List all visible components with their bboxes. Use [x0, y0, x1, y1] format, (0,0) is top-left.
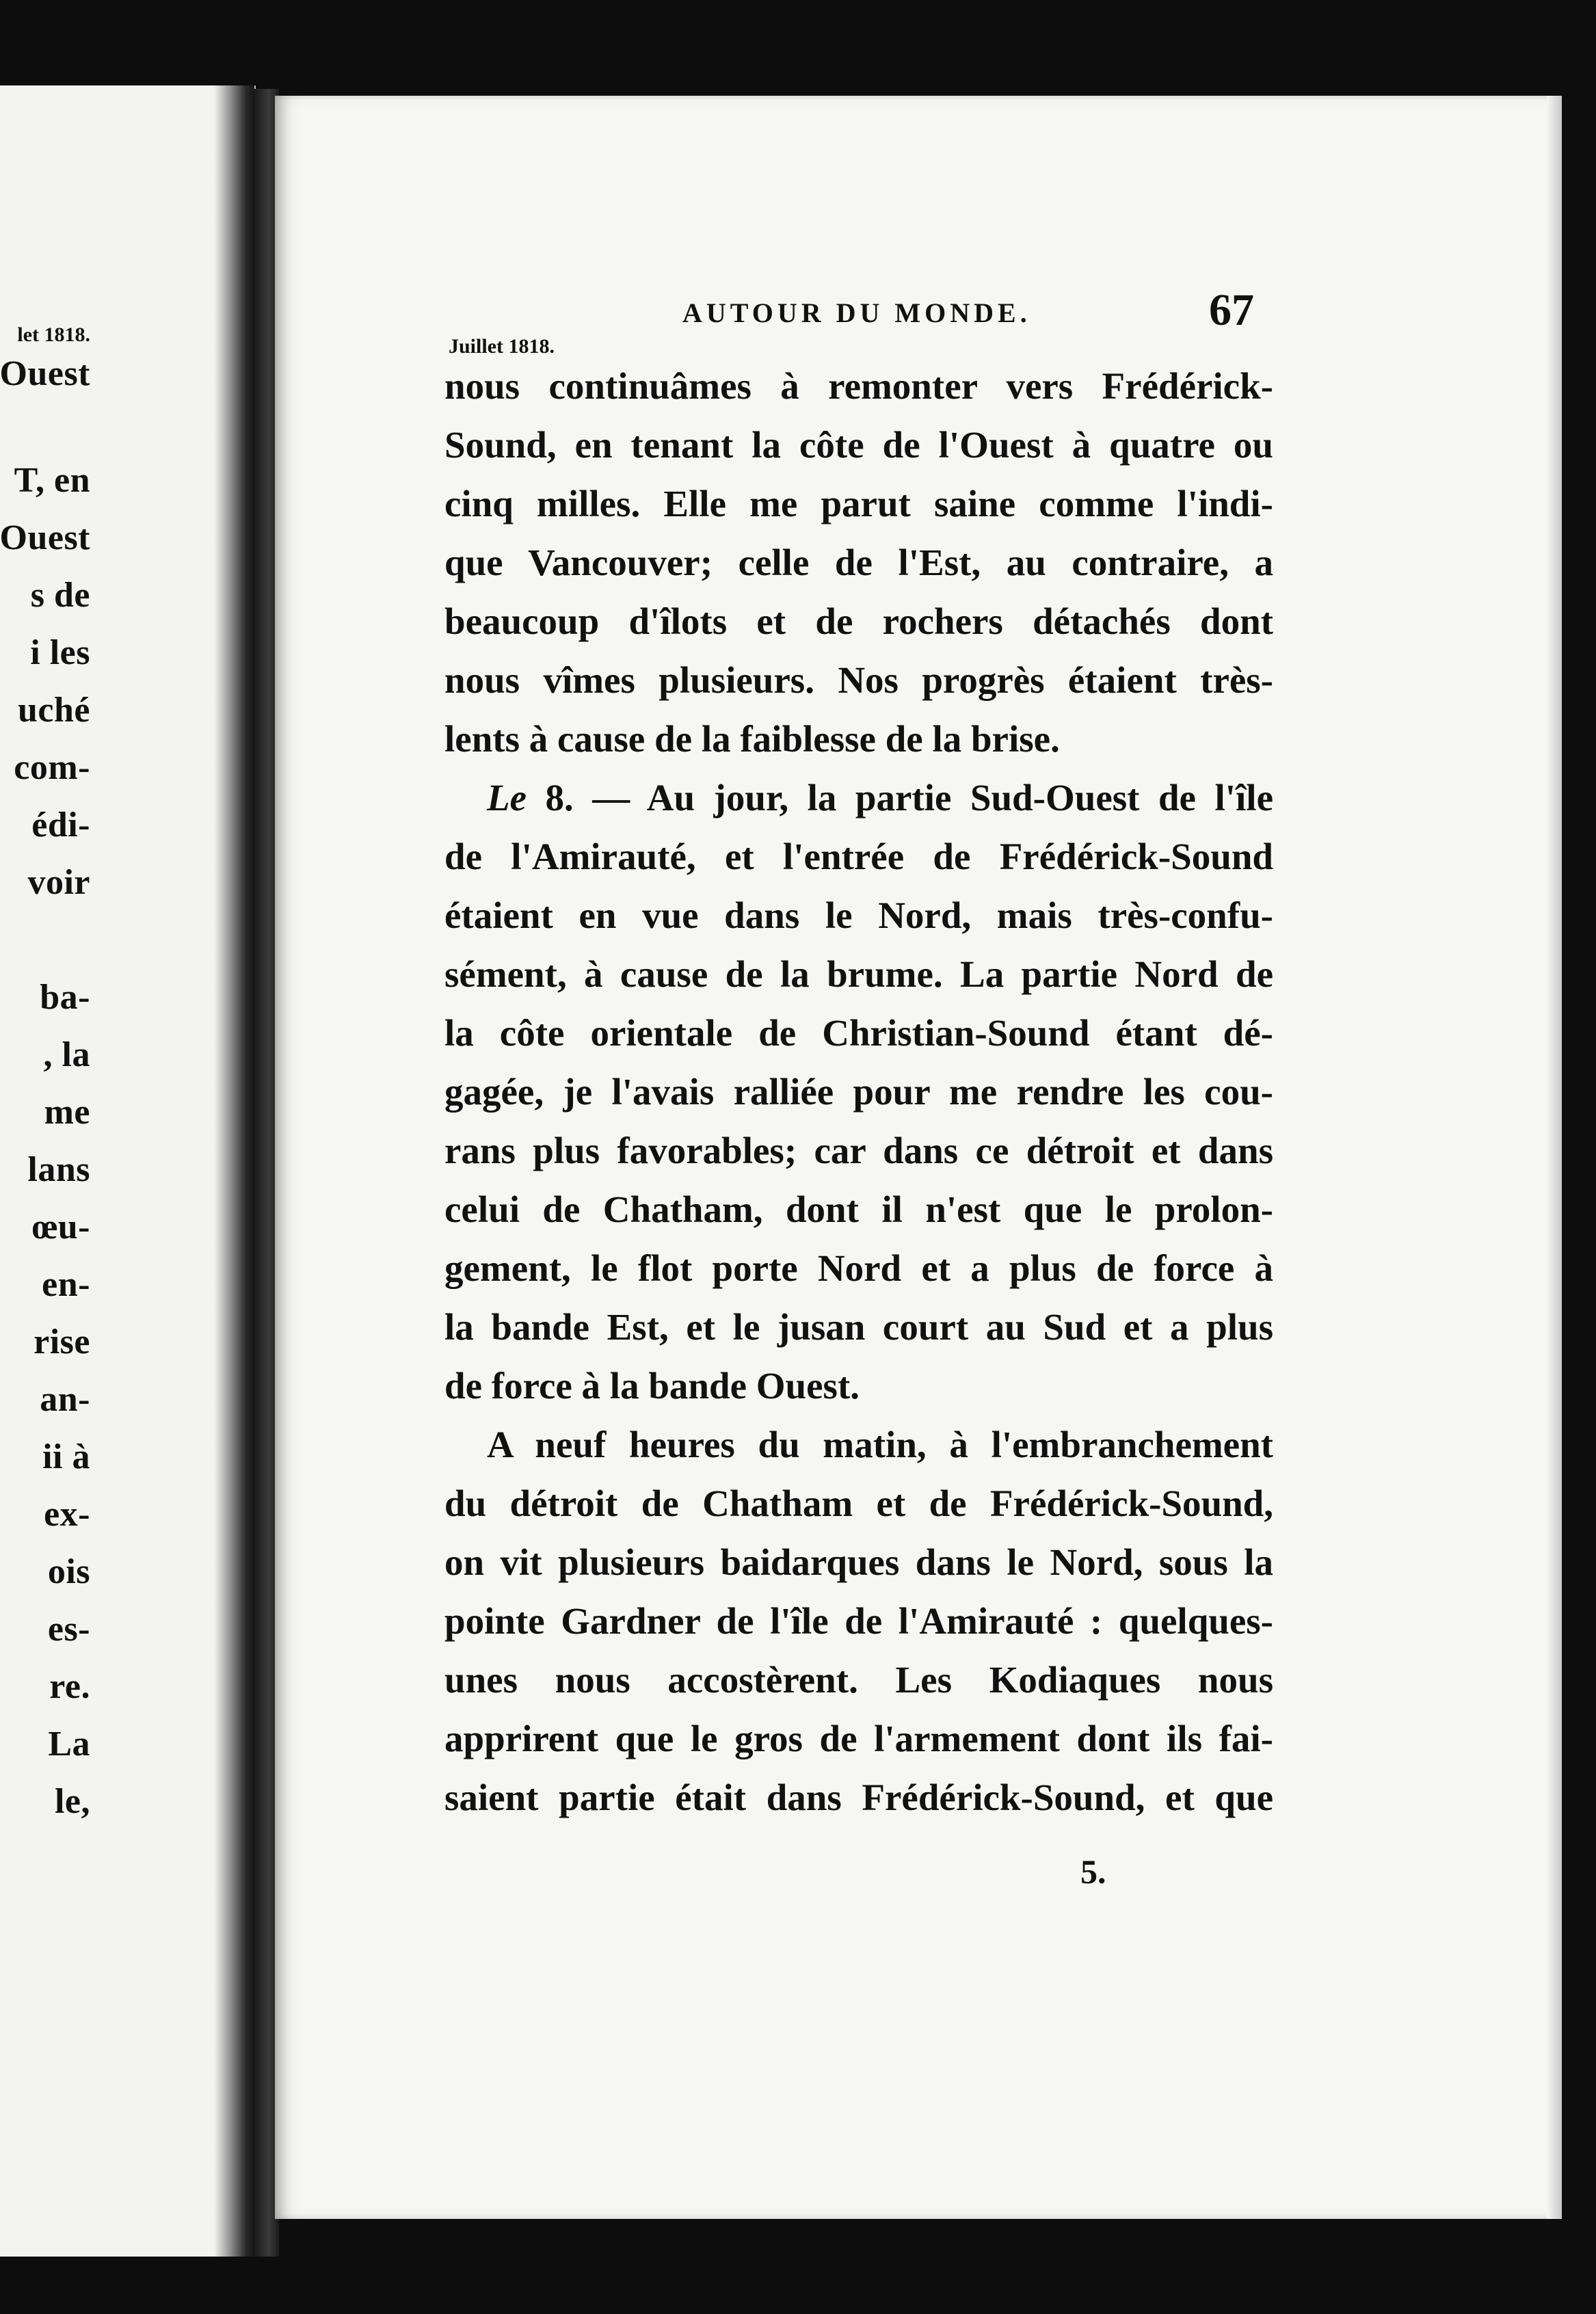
text-line: cinq milles. Elle me parut saine comme l'indi- — [444, 483, 1273, 524]
text-line: nous continuâmes à remonter vers Frédérick- — [444, 365, 1273, 407]
body-text — [444, 357, 1273, 1827]
page-number: 67 — [1209, 285, 1254, 335]
left-page-gutter — [214, 85, 256, 2257]
text-line: étaient en vue dans le Nord, mais très-confu- — [444, 894, 1273, 936]
left-line: re. — [49, 1667, 90, 1706]
left-line: es- — [47, 1610, 90, 1649]
page-edge-shadow — [1547, 96, 1562, 2219]
left-line: com- — [14, 748, 90, 787]
left-line: ois — [47, 1552, 90, 1591]
text-line: du détroit de Chatham et de Frédérick-Sound, — [444, 1482, 1273, 1524]
left-line: Ouest — [0, 354, 90, 393]
text-line: gement, le flot porte Nord et a plus de force à — [444, 1247, 1273, 1289]
left-line: uché — [18, 691, 90, 730]
text-line: de l'Amirauté, et l'entrée de Frédérick-Sound — [444, 836, 1273, 877]
text-line: lents à cause de la faiblesse de la brise. — [444, 718, 1060, 760]
text-line: que Vancouver; celle de l'Est, au contraire, a — [444, 542, 1273, 583]
left-line: Ouest — [0, 518, 90, 557]
text-line: beaucoup d'îlots et de rochers détachés dont — [444, 600, 1273, 642]
text-line: apprirent que le gros de l'armement dont ils fai- — [444, 1718, 1273, 1759]
text-line: la côte orientale de Christian-Sound étant dé- — [444, 1012, 1273, 1054]
left-line: ex- — [44, 1495, 90, 1534]
text-line: la bande Est, et le jusan court au Sud et a plus — [444, 1306, 1273, 1348]
text-line: celui de Chatham, dont il n'est que le prolon- — [444, 1188, 1273, 1230]
text-line: gagée, je l'avais ralliée pour me rendre les cou- — [444, 1071, 1273, 1113]
text-line: de force à la bande Ouest. — [444, 1365, 860, 1407]
left-line: , la — [43, 1035, 90, 1074]
running-head: AUTOUR DU MONDE. — [682, 297, 1031, 328]
left-line: œu- — [31, 1208, 90, 1247]
paragraph-first-line: A neuf heures du matin, à l'embranchement — [487, 1424, 1273, 1465]
left-line: T, en — [14, 461, 90, 500]
signature-mark: 5. — [1080, 1852, 1106, 1891]
date-lead: Le — [487, 777, 527, 819]
left-line: lans — [27, 1150, 90, 1189]
left-line: me — [44, 1093, 90, 1132]
left-line: i les — [30, 633, 90, 672]
left-line: le, — [54, 1782, 90, 1821]
text-line: sément, à cause de la brume. La partie Nord de — [444, 953, 1273, 995]
paragraph-first-line — [444, 769, 1273, 827]
margin-date: Juillet 1818. — [449, 335, 555, 358]
left-line: s de — [30, 576, 90, 615]
left-line: ii à — [42, 1437, 90, 1476]
right-page — [275, 96, 1562, 2219]
text-line: unes nous accostèrent. Les Kodiaques nous — [444, 1659, 1273, 1701]
left-line: an- — [40, 1380, 90, 1419]
left-line: voir — [27, 863, 90, 902]
text-line: saient partie était dans Frédérick-Sound, et que — [444, 1777, 1273, 1818]
left-margin-date: let 1818. — [17, 323, 90, 346]
left-facing-page — [0, 85, 256, 2257]
text-line: Sound, en tenant la côte de l'Ouest à quatre ou — [444, 424, 1273, 466]
text-line: on vit plusieurs baidarques dans le Nord, sous la — [444, 1541, 1273, 1583]
text-line: pointe Gardner de l'île de l'Amirauté : quelques- — [444, 1600, 1273, 1642]
left-line: en- — [42, 1265, 90, 1304]
first-line-rest: 8. — Au jour, la partie Sud-Ouest de l'île — [527, 777, 1273, 819]
left-line: rise — [34, 1322, 90, 1361]
text-line: rans plus favorables; car dans ce détroit et dans — [444, 1130, 1273, 1171]
text-line: nous vîmes plusieurs. Nos progrès étaient très- — [444, 659, 1273, 701]
left-line: La — [48, 1725, 90, 1764]
left-line: édi- — [31, 806, 90, 845]
left-line: ba- — [40, 978, 90, 1017]
